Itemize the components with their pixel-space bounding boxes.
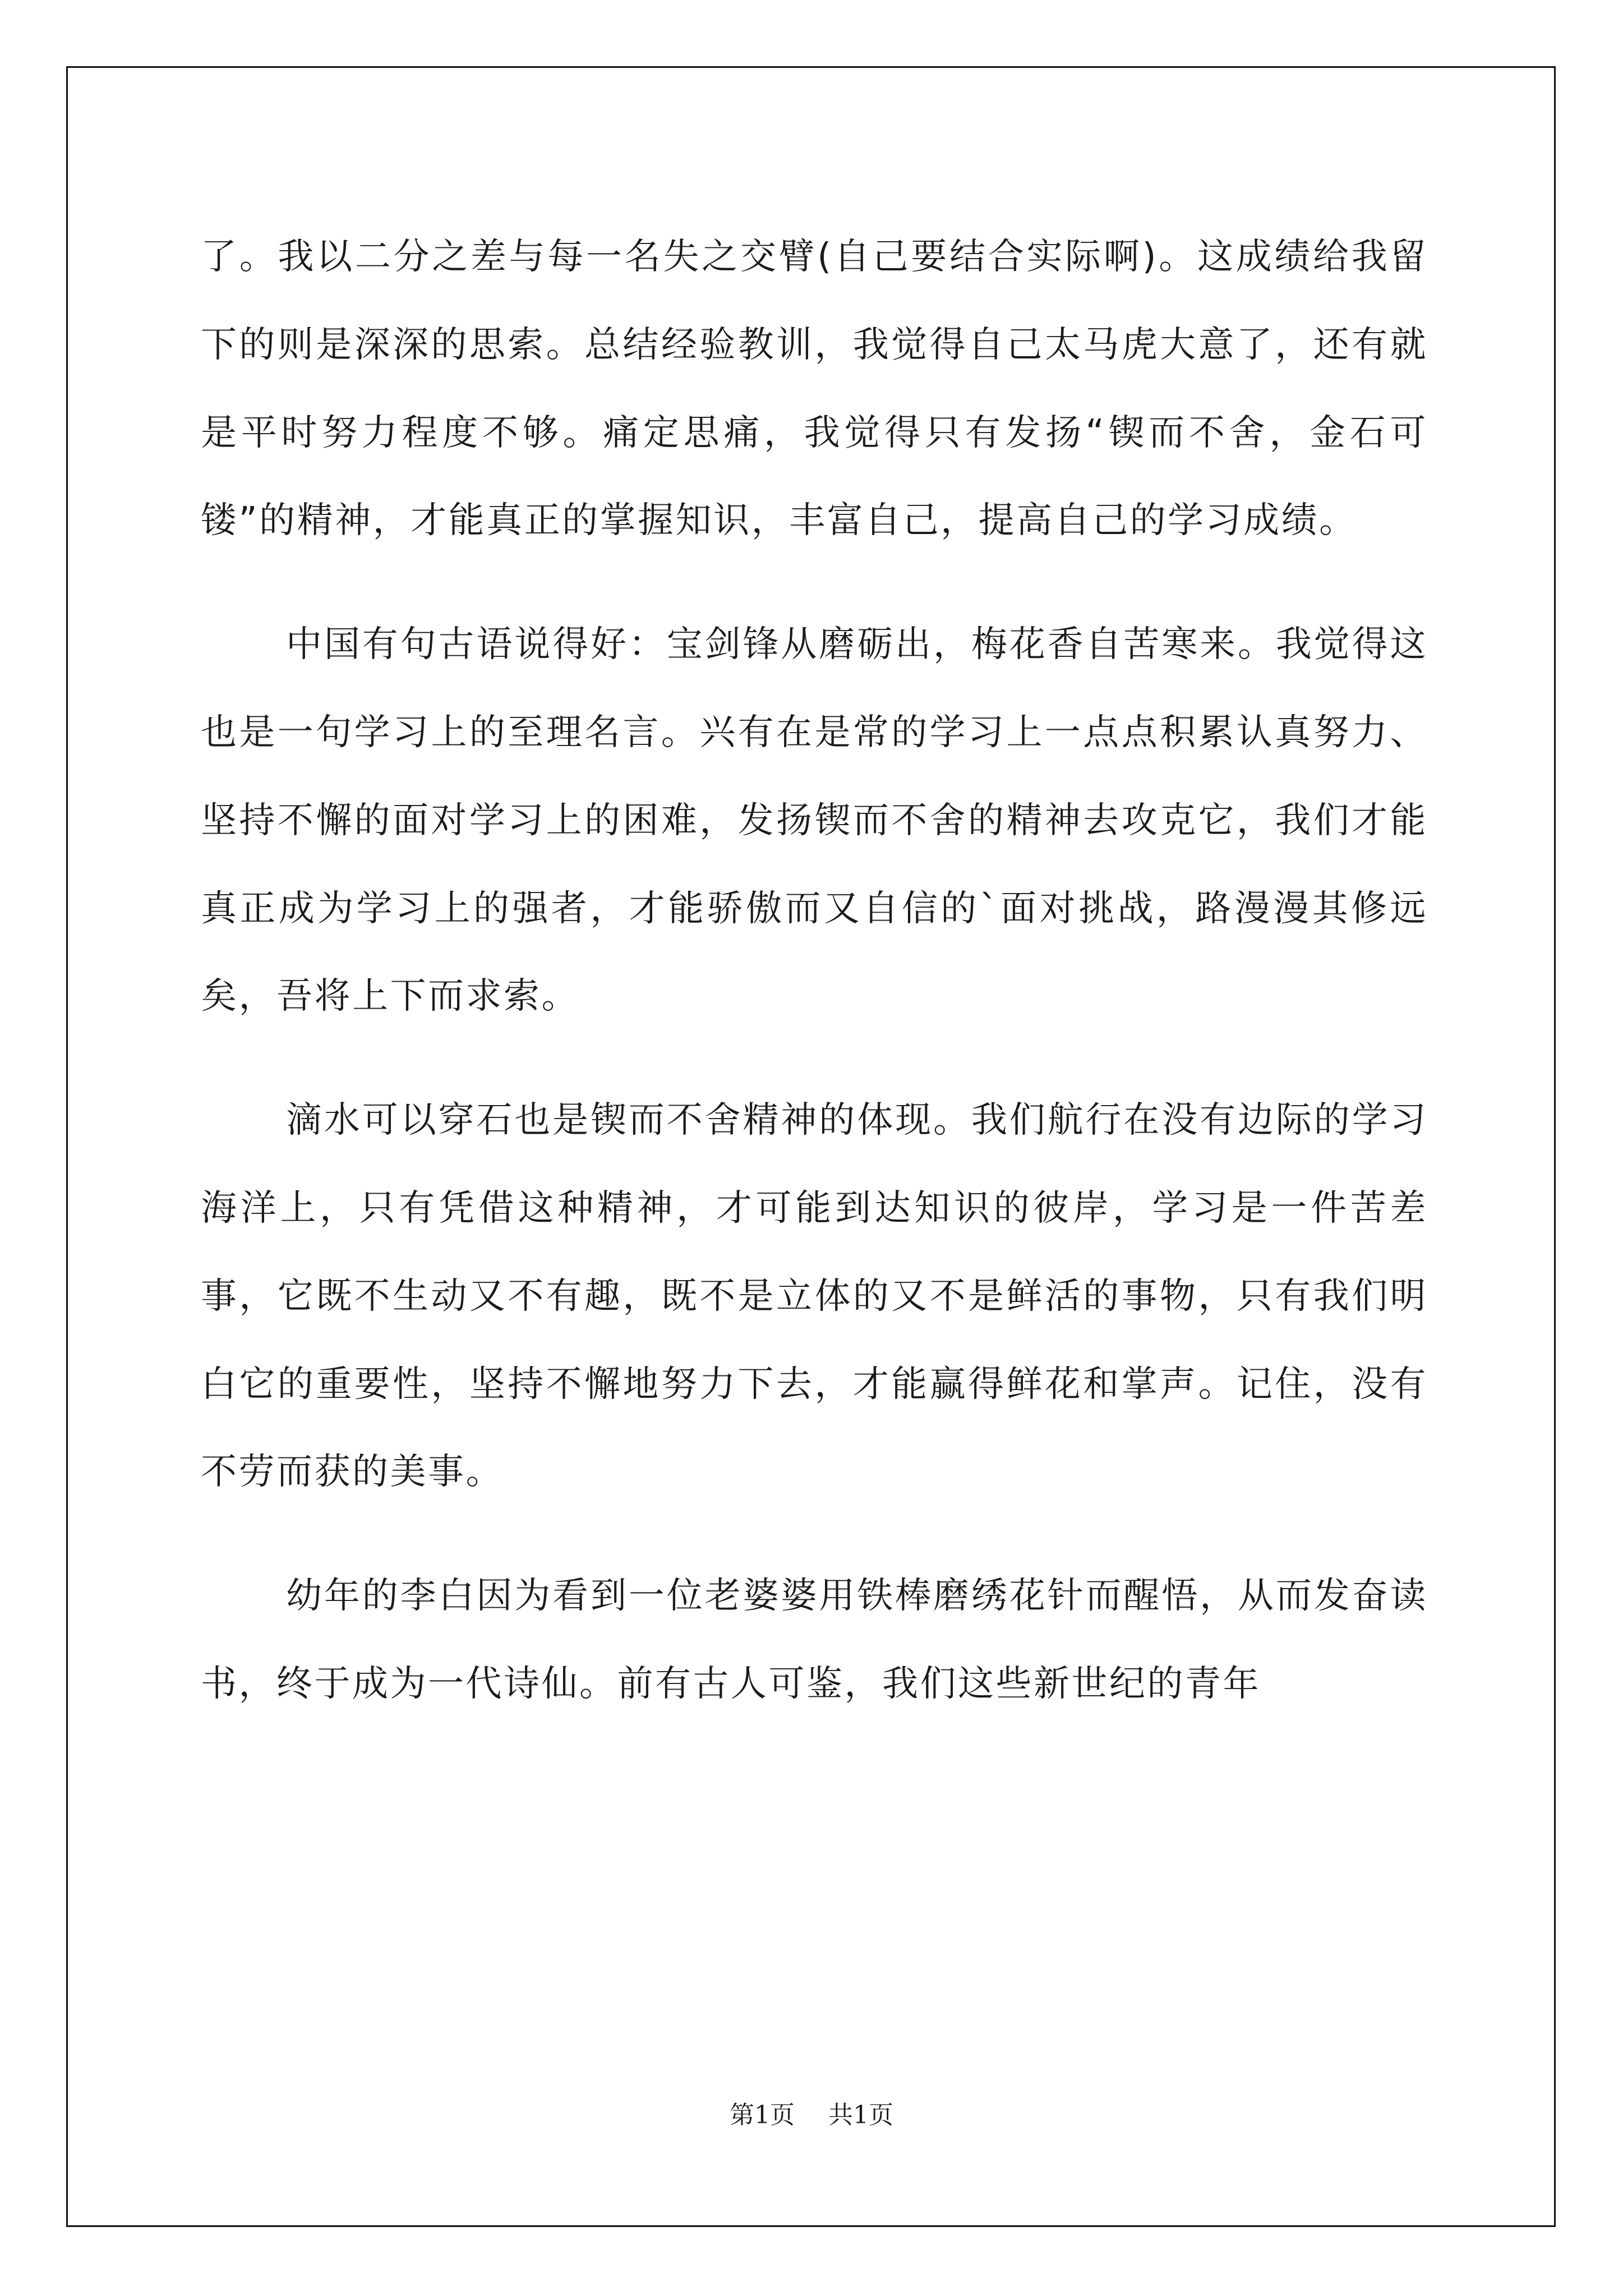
paragraph: 滴水可以穿石也是锲而不舍精神的体现。我们航行在没有边际的学习海洋上，只有凭借这种精神，才可能到达知识的彼岸，学习是一件苦差事，它既不生动又不有趣，既不是立体的又不是鲜活的事物，只有我们明白它的重要性，坚持不懈地努力下去，才能赢得鲜花和掌声。记住，没有不劳而获的美事。 [201,1099,1428,1493]
paragraph: 了。我以二分之差与每一名失之交臂(自己要结合实际啊)。这成绩给我留下的则是深深的思索。总结经验教训，我觉得自己太马虎大意了，还有就是平时努力程度不够。痛定思痛，我觉得只有发扬“锲而不舍，金石可镂”的精神，才能真正的掌握知识，丰富自己，提高自己的学习成绩。 [201,236,1428,542]
page-number-current: 第1页 [730,2101,795,2129]
document-body [201,213,1428,1764]
paragraph: 幼年的李白因为看到一位老婆婆用铁棒磨绣花针而醒悟，从而发奋读书，终于成为一代诗仙。前有古人可鉴，我们这些新世纪的青年 [201,1575,1428,1705]
page-footer [0,2095,1623,2131]
paragraph: 中国有句古语说得好：宝剑锋从磨砺出，梅花香自苦寒来。我觉得这也是一句学习上的至理名言。兴有在是常的学习上一点点积累认真努力、坚持不懈的面对学习上的困难，发扬锲而不舍的精神去攻克它，我们才能真正成为学习上的强者，才能骄傲而又自信的`面对挑战，路漫漫其修远矣，吾将上下而求索。 [201,624,1428,1018]
page-number-total: 共1页 [828,2101,893,2129]
